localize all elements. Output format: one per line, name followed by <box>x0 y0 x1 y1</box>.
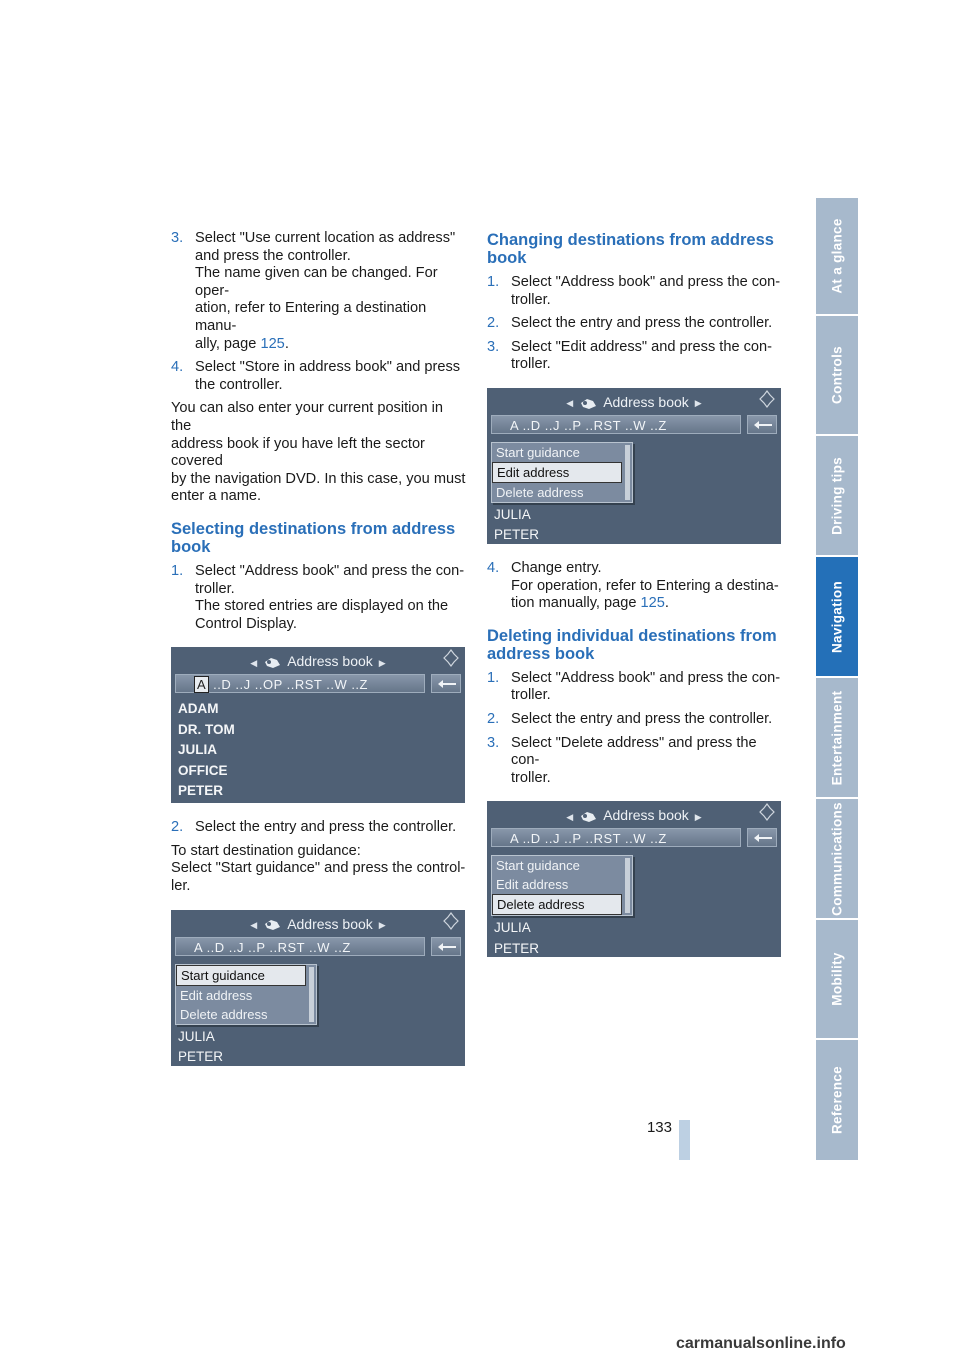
entry-options-menu <box>491 442 633 503</box>
address-book-icon <box>579 810 598 823</box>
tab-label: Driving tips <box>829 456 845 535</box>
heading-changing-destinations <box>487 231 783 267</box>
step-text-fragment: . <box>664 595 669 612</box>
step-text: Select "Store in address book" and press <box>195 359 461 376</box>
step-text: troller. <box>511 291 551 308</box>
entry-options-menu <box>491 855 633 916</box>
back-button[interactable] <box>431 937 461 956</box>
step-number: 4. <box>171 359 184 376</box>
screen-title: Address book <box>603 393 689 410</box>
menu-item-edit-address[interactable]: Edit address <box>180 987 253 1003</box>
back-button[interactable] <box>747 828 777 847</box>
step-text: troller. <box>195 580 235 597</box>
step-text <box>511 595 783 613</box>
step-text: Select the entry and press the controller. <box>511 710 773 727</box>
step-3 <box>171 230 467 353</box>
arrow-right-icon: ▶ <box>694 811 702 822</box>
step-number: 2. <box>487 710 500 727</box>
paragraph-start-guidance <box>171 843 467 896</box>
tab-entertainment[interactable] <box>816 678 858 799</box>
list-item[interactable]: JULIA <box>178 1028 215 1044</box>
screen-title: Address book <box>287 653 373 670</box>
step-text: Select "Address book" and press the con- <box>511 274 781 290</box>
controller-icon <box>758 803 776 821</box>
control-display-delete-address-menu <box>487 801 781 957</box>
screen-title: Address book <box>287 915 373 932</box>
alphabet-ranges: A ..D ..J ..P ..RST ..W ..Z <box>510 831 667 847</box>
tab-label: Navigation <box>829 580 845 653</box>
arrow-left-icon: ◀ <box>250 919 258 930</box>
alphabet-ranges: ..D ..J ..OP ..RST ..W ..Z <box>213 677 368 693</box>
delete-step-2 <box>487 711 783 729</box>
paragraph-line: You can also enter your current position in the <box>171 400 444 434</box>
menu-item-start-guidance[interactable]: Start guidance <box>176 965 306 986</box>
arrow-left-icon: ◀ <box>566 811 574 822</box>
alphabet-bar[interactable] <box>175 674 425 693</box>
entry-list <box>494 505 539 544</box>
menu-scrollbar <box>625 858 630 913</box>
step-text: and press the controller. <box>195 247 351 264</box>
address-book-icon <box>263 656 282 669</box>
alphabet-bar[interactable] <box>491 415 741 434</box>
step-text <box>195 336 467 354</box>
step-text: the controller. <box>195 376 283 393</box>
tab-label: Reference <box>829 1066 845 1134</box>
step-number: 2. <box>487 315 500 332</box>
menu-item-delete-address[interactable]: Delete address <box>492 894 622 915</box>
tab-at-a-glance[interactable] <box>816 198 858 316</box>
left-column <box>171 230 467 1082</box>
step-number: 1. <box>487 274 500 290</box>
arrow-left-icon: ◀ <box>250 657 258 668</box>
alphabet-ranges: A ..D ..J ..P ..RST ..W ..Z <box>510 417 667 433</box>
heading-selecting-destinations <box>171 520 467 556</box>
controller-icon <box>442 912 460 930</box>
tab-label: Mobility <box>829 952 845 1006</box>
change-step-4 <box>487 560 783 613</box>
change-step-2 <box>487 315 783 333</box>
arrow-right-icon: ▶ <box>378 657 386 668</box>
paragraph-line: ler. <box>171 878 191 895</box>
step-text-fragment: . <box>284 335 289 352</box>
list-item[interactable]: JULIA <box>494 506 531 522</box>
list-item[interactable]: OFFICE <box>178 762 228 778</box>
step-text: ation, refer to Entering a destination manu- <box>195 300 427 334</box>
step-text: The name given can be changed. For oper- <box>195 265 438 299</box>
step-text: Select "Edit address" and press the con- <box>511 338 773 355</box>
back-arrow-icon <box>753 833 773 843</box>
step-text: troller. <box>511 356 551 373</box>
menu-item-start-guidance[interactable]: Start guidance <box>496 444 580 460</box>
step-text: Select "Use current location as address" <box>195 230 456 246</box>
list-item[interactable]: PETER <box>494 527 540 543</box>
step-text-fragment: ally, page <box>195 335 261 352</box>
entry-list <box>494 918 539 957</box>
list-item[interactable]: JULIA <box>494 920 531 936</box>
tab-label: Controls <box>829 346 845 404</box>
step-text: troller. <box>511 687 551 704</box>
select-step-2 <box>171 819 467 837</box>
screen-header <box>487 804 781 826</box>
tab-communications[interactable] <box>816 799 858 920</box>
delete-step-1 <box>487 670 783 705</box>
list-item[interactable]: ADAM <box>178 701 219 717</box>
back-button[interactable] <box>431 674 461 693</box>
tab-label: Communications <box>829 801 845 916</box>
alphabet-ranges: A ..D ..J ..P ..RST ..W ..Z <box>194 939 351 955</box>
arrow-left-icon: ◀ <box>566 398 574 409</box>
heading-line: Changing destinations from address <box>487 231 774 249</box>
chapter-tabs-sidebar <box>816 198 858 1160</box>
menu-scrollbar <box>625 445 630 500</box>
back-arrow-icon <box>437 679 457 689</box>
step-number: 1. <box>171 562 184 579</box>
step-number: 1. <box>487 669 500 686</box>
entry-list <box>178 1027 223 1066</box>
step-number: 2. <box>171 819 184 836</box>
step-text: Select the entry and press the controller. <box>195 819 457 836</box>
list-item[interactable]: PETER <box>494 940 540 956</box>
address-book-icon <box>263 918 282 931</box>
menu-item-edit-address[interactable]: Edit address <box>492 462 622 483</box>
page-marker-bar <box>679 1120 690 1160</box>
control-display-start-guidance-menu <box>171 910 465 1066</box>
tab-driving-tips[interactable] <box>816 436 858 557</box>
alphabet-selected-letter[interactable]: A <box>194 676 209 693</box>
step-text: Select "Address book" and press the con- <box>195 562 465 579</box>
screen-header <box>171 650 465 672</box>
heading-deleting-destinations <box>487 627 783 663</box>
heading-line: book <box>171 537 211 556</box>
tab-reference[interactable] <box>816 1040 858 1160</box>
back-arrow-icon <box>753 420 773 430</box>
controller-icon <box>442 649 460 667</box>
heading-line: address book <box>487 644 595 663</box>
footer-watermark: carmanualsonline.info <box>676 1335 846 1352</box>
page-link[interactable]: 125 <box>260 335 285 352</box>
list-item[interactable]: PETER <box>178 1049 224 1065</box>
screen-title: Address book <box>603 807 689 824</box>
step-number: 4. <box>487 559 500 576</box>
page-link[interactable]: 125 <box>640 595 665 612</box>
control-display-edit-address-menu <box>487 388 781 544</box>
step-text: The stored entries are displayed on the <box>195 598 449 615</box>
step-text: Select "Delete address" and press the con- <box>511 734 757 769</box>
controller-icon <box>758 390 776 408</box>
step-text-fragment: tion manually, page <box>511 595 641 612</box>
menu-scrollbar <box>309 967 314 1022</box>
menu-item-delete-address[interactable]: Delete address <box>180 1006 268 1022</box>
step-text: Select "Address book" and press the con- <box>511 669 781 686</box>
screen-header <box>171 913 465 935</box>
paragraph-line: enter a name. <box>171 488 262 505</box>
list-item[interactable]: PETER <box>178 783 224 799</box>
step-text: Select the entry and press the controller. <box>511 315 773 332</box>
menu-item-delete-address[interactable]: Delete address <box>496 484 584 500</box>
right-column <box>487 230 783 973</box>
step-number: 3. <box>487 734 500 751</box>
tab-label: Entertainment <box>829 690 845 785</box>
tab-label: At a glance <box>829 218 845 294</box>
step-number: 3. <box>487 338 500 355</box>
step-text: Control Display. <box>195 615 297 632</box>
select-step-1 <box>171 563 467 633</box>
list-item[interactable]: DR. TOM <box>178 721 235 737</box>
back-arrow-icon <box>437 942 457 952</box>
back-button[interactable] <box>747 415 777 434</box>
step-text: Change entry. <box>511 559 602 576</box>
heading-line: book <box>487 249 527 267</box>
delete-step-3 <box>487 735 783 788</box>
alphabet-bar[interactable] <box>175 937 425 956</box>
entry-list <box>178 699 235 802</box>
page-number: 133 <box>646 1119 672 1136</box>
list-item[interactable]: JULIA <box>178 742 218 758</box>
arrow-right-icon: ▶ <box>378 919 386 930</box>
menu-item-edit-address[interactable]: Edit address <box>496 877 569 893</box>
paragraph-line: To start destination guidance: <box>171 842 361 859</box>
change-step-3 <box>487 339 783 374</box>
step-text: For operation, refer to Entering a destina- <box>511 577 779 594</box>
step-4 <box>171 359 467 394</box>
step-text: troller. <box>511 769 551 786</box>
paragraph-line: Select "Start guidance" and press the control- <box>171 860 466 877</box>
arrow-right-icon: ▶ <box>694 398 702 409</box>
tab-mobility[interactable] <box>816 920 858 1040</box>
tab-controls[interactable] <box>816 316 858 436</box>
entry-options-menu <box>175 964 317 1025</box>
control-display-address-book-list <box>171 647 465 803</box>
paragraph-line: by the navigation DVD. In this case, you must <box>171 470 466 487</box>
heading-line: Selecting destinations from address <box>171 519 456 538</box>
address-book-icon <box>579 397 598 410</box>
change-step-1 <box>487 274 783 309</box>
heading-line: Deleting individual destinations from <box>487 626 777 645</box>
tab-navigation[interactable] <box>816 557 858 678</box>
paragraph-current-position <box>171 400 467 506</box>
screen-header <box>487 391 781 413</box>
alphabet-bar[interactable] <box>491 828 741 847</box>
paragraph-line: address book if you have left the sector covered <box>171 435 425 470</box>
menu-item-start-guidance[interactable]: Start guidance <box>496 858 580 874</box>
step-number: 3. <box>171 230 184 246</box>
